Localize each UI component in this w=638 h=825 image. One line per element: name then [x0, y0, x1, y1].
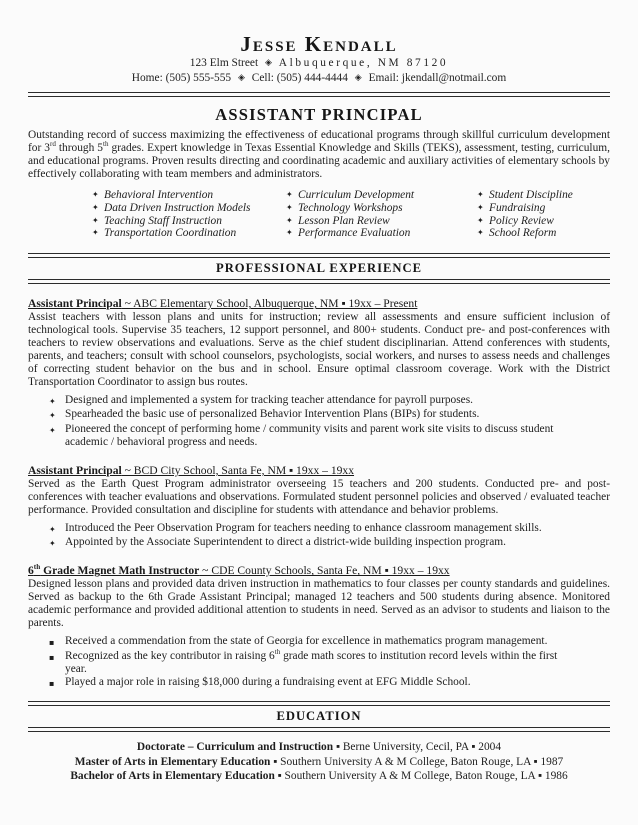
diamond-bullet-icon: ✦ — [477, 228, 484, 238]
skill-label: Curriculum Development — [298, 189, 415, 201]
bullet-item — [49, 522, 610, 536]
bullet-text — [65, 647, 610, 676]
bullet-item — [49, 676, 610, 690]
skill-label: Data Driven Instruction Models — [104, 201, 251, 214]
diamond-bullet-icon: ✦ — [49, 425, 56, 435]
superscript: rd — [49, 140, 56, 149]
skills-column — [92, 189, 286, 240]
summary-text: Outstanding record of success maximizing the effectiveness of educational programs through skillful curriculum development for 3 — [28, 129, 610, 154]
diamond-bullet-icon: ✦ — [477, 190, 484, 199]
diamond-bullet-icon: ✦ — [49, 539, 56, 549]
skills-column — [286, 189, 477, 240]
bullet-text-part: Recognized as the key contributor in raising 6 — [65, 649, 275, 662]
skill-label: Policy Review — [489, 214, 554, 227]
diamond-bullet-icon: ✦ — [286, 190, 293, 199]
bullet-text: Designed and implemented a system for tracking teacher attendance for payroll purposes. — [65, 394, 474, 407]
job-title — [28, 564, 199, 577]
diamond-bullet-icon: ✦ — [286, 228, 293, 238]
skill-label: School Reform — [489, 227, 557, 240]
skill-item — [286, 202, 477, 215]
skill-label: Behavioral Intervention — [104, 189, 214, 201]
summary-text: grades. Expert knowledge in Texas Essential Knowledge and Skills (TEKS), assessment, testing, curriculum, and educational programs. Proven results directing and coordinating academic and auxiliary activities of elementary schools by effectively collaborating with team members and administrators. — [28, 142, 611, 180]
job-heading — [28, 563, 610, 578]
bullet-item — [49, 647, 610, 676]
bullet-text: Pioneered the concept of performing home / community visits and parent work site visits to discuss student academic / behavioral progress and needs. — [65, 422, 554, 448]
contact-home: Home: (505) 555-555 — [131, 72, 232, 84]
section-title: PROFESSIONAL EXPERIENCE — [216, 261, 422, 276]
section-header-experience — [28, 253, 610, 284]
diamond-separator-icon: ◈ — [354, 73, 362, 83]
diamond-separator-icon: ◈ — [237, 73, 245, 83]
degree-details: ▪ Southern University A & M College, Baton Rouge, LA ▪ 1986 — [274, 770, 568, 783]
education-entry — [28, 769, 610, 784]
job-entry — [28, 563, 610, 690]
section-header-education — [28, 701, 610, 732]
job-title: Assistant Principal — [28, 297, 122, 311]
diamond-bullet-icon: ✦ — [286, 202, 293, 212]
square-bullet-icon: ▪ — [49, 638, 55, 648]
bullet-text: Spearheaded the basic use of personalized Behavior Intervention Plans (BIPs) for students. — [65, 408, 480, 421]
skills-column — [477, 189, 610, 240]
job-heading — [28, 463, 610, 478]
skill-item — [477, 202, 610, 215]
address-line — [28, 56, 610, 71]
skill-label: Lesson Plan Review — [298, 214, 390, 227]
diamond-bullet-icon: ✦ — [92, 215, 99, 225]
skill-label: Teaching Staff Instruction — [104, 214, 222, 227]
bullet-item — [49, 394, 610, 408]
diamond-bullet-icon: ✦ — [92, 202, 99, 212]
square-bullet-icon: ▪ — [49, 679, 55, 689]
degree-name: Master of Arts in Elementary Education — [74, 755, 271, 768]
bullet-text — [65, 635, 610, 649]
diamond-bullet-icon: ✦ — [477, 202, 484, 212]
skill-item — [477, 227, 610, 240]
contact-line — [28, 71, 610, 86]
candidate-name: Jesse Kendall — [240, 32, 398, 56]
skill-label: Transportation Coordination — [104, 227, 237, 240]
degree-details: ▪ Berne University, Cecil, PA ▪ 2004 — [333, 741, 502, 754]
skill-item — [286, 189, 477, 202]
job-entry — [28, 463, 610, 550]
skill-label: Technology Workshops — [298, 201, 403, 214]
job-meta: ~ BCD City School, Santa Fe, NM ▪ 19xx – 19xx — [121, 464, 355, 477]
skills-list — [92, 189, 610, 240]
diamond-bullet-icon: ✦ — [286, 215, 293, 225]
job-description: Designed lesson plans and provided data driven instruction in mathematics to four classes per county standards and guidelines. Served as backup to the 6th Grade Assistant Principal; managed 12 teachers and 500 students during absence. Monitored academic performance and provided additional attention to students in need. Served as an advisor to students and liaison to the parents. — [28, 578, 610, 630]
resume-header — [28, 32, 610, 97]
job-entry — [28, 296, 610, 449]
job-bullet-list — [49, 522, 610, 550]
skill-item — [477, 215, 610, 228]
education-entry — [28, 740, 610, 755]
skill-item — [92, 202, 286, 215]
skill-label: Performance Evaluation — [298, 227, 411, 240]
education-list — [28, 740, 610, 784]
bullet-item — [49, 536, 610, 550]
section-title: EDUCATION — [276, 709, 362, 724]
address-street: 123 Elm Street — [189, 57, 259, 69]
contact-email: Email: jkendall@notmail.com — [368, 72, 507, 84]
job-meta: ~ ABC Elementary School, Albuquerque, NM ▪ 19xx – Present — [121, 297, 418, 311]
job-title-text: 6 — [28, 564, 34, 578]
skill-item — [92, 215, 286, 228]
superscript: th — [274, 647, 281, 656]
superscript: th — [33, 563, 41, 572]
section-divider — [28, 727, 610, 732]
page-title: ASSISTANT PRINCIPAL — [215, 105, 423, 124]
diamond-bullet-icon: ✦ — [92, 228, 99, 238]
skill-item — [92, 227, 286, 240]
contact-cell: Cell: (505) 444-4444 — [251, 72, 348, 84]
skill-item — [286, 227, 477, 240]
job-description: Assist teachers with lesson plans and units for instruction; review all assessments and ensure sufficient inclusion of technological tools. Supervise 35 teachers, 12 support personnel, and 800+ students. Conduct pre- and post-conferences with teachers to review observations and evaluations. Serve as the chief student disciplinarian. Attend conferences with students, parents, and teachers; consult with school counselors, psychologists, social workers, and nurses to assess needs and challenges of correcting student behavior on the bus and in school. Ensure optimal classroom coverage. Work with the District Transportation Coordinator to assign bus routes. — [28, 311, 610, 389]
skill-label: Student Discipline — [489, 189, 573, 201]
header-divider — [28, 92, 610, 97]
degree-details: ▪ Southern University A & M College, Baton Rouge, LA ▪ 1987 — [270, 755, 564, 768]
job-meta: ~ CDE County Schools, Santa Fe, NM ▪ 19xx – 19xx — [199, 564, 450, 578]
section-divider — [28, 279, 610, 284]
degree-name: Bachelor of Arts in Elementary Education — [70, 770, 275, 783]
address-city: Albuquerque, NM 87120 — [278, 57, 449, 69]
job-heading — [28, 296, 610, 311]
skill-item — [286, 215, 477, 228]
job-bullet-list — [49, 635, 610, 690]
square-bullet-icon: ▪ — [49, 652, 55, 662]
bullet-text: Appointed by the Associate Superintendent to direct a district-wide building inspection program. — [65, 536, 506, 549]
bullet-text-part: grade math scores to institution record levels within the first year. — [65, 649, 558, 675]
education-entry — [28, 755, 610, 770]
skill-item — [92, 189, 286, 202]
diamond-separator-icon: ◈ — [264, 58, 272, 68]
diamond-bullet-icon: ✦ — [49, 525, 56, 534]
diamond-bullet-icon: ✦ — [92, 190, 99, 199]
job-title-text: Grade Magnet Math Instructor — [40, 564, 200, 578]
job-bullet-list — [49, 394, 610, 449]
bullet-text: Introduced the Peer Observation Program for teachers needing to enhance classroom management skills. — [65, 522, 542, 534]
skill-item — [477, 189, 610, 202]
superscript: th — [103, 140, 109, 149]
bullet-text — [65, 676, 610, 690]
skill-label: Fundraising — [489, 201, 546, 214]
diamond-bullet-icon: ✦ — [49, 411, 56, 421]
bullet-item — [49, 423, 610, 449]
summary-text: through 5 — [55, 142, 104, 154]
degree-name: Doctorate – Curriculum and Instruction — [136, 741, 334, 754]
diamond-bullet-icon: ✦ — [49, 397, 56, 407]
job-description: Served as the Earth Quest Program administrator overseeing 15 teachers and 200 students. Conducted pre- and post-conferences with teacher evaluations and observations. Formulated student personnel policies and observed / evaluated teacher performance. Provided consultation and discipline for students with attendance and behavior problems. — [28, 478, 610, 516]
bullet-item — [49, 635, 610, 649]
bullet-text-part: Received a commendation from the state of Georgia for excellence in mathematics program management. — [65, 635, 548, 648]
diamond-bullet-icon: ✦ — [477, 215, 484, 225]
job-title: Assistant Principal — [28, 464, 122, 477]
bullet-text-part: Played a major role in raising $18,000 during a fundraising event at EFG Middle School. — [65, 676, 471, 689]
bullet-item — [49, 408, 610, 422]
summary-paragraph — [28, 129, 610, 181]
